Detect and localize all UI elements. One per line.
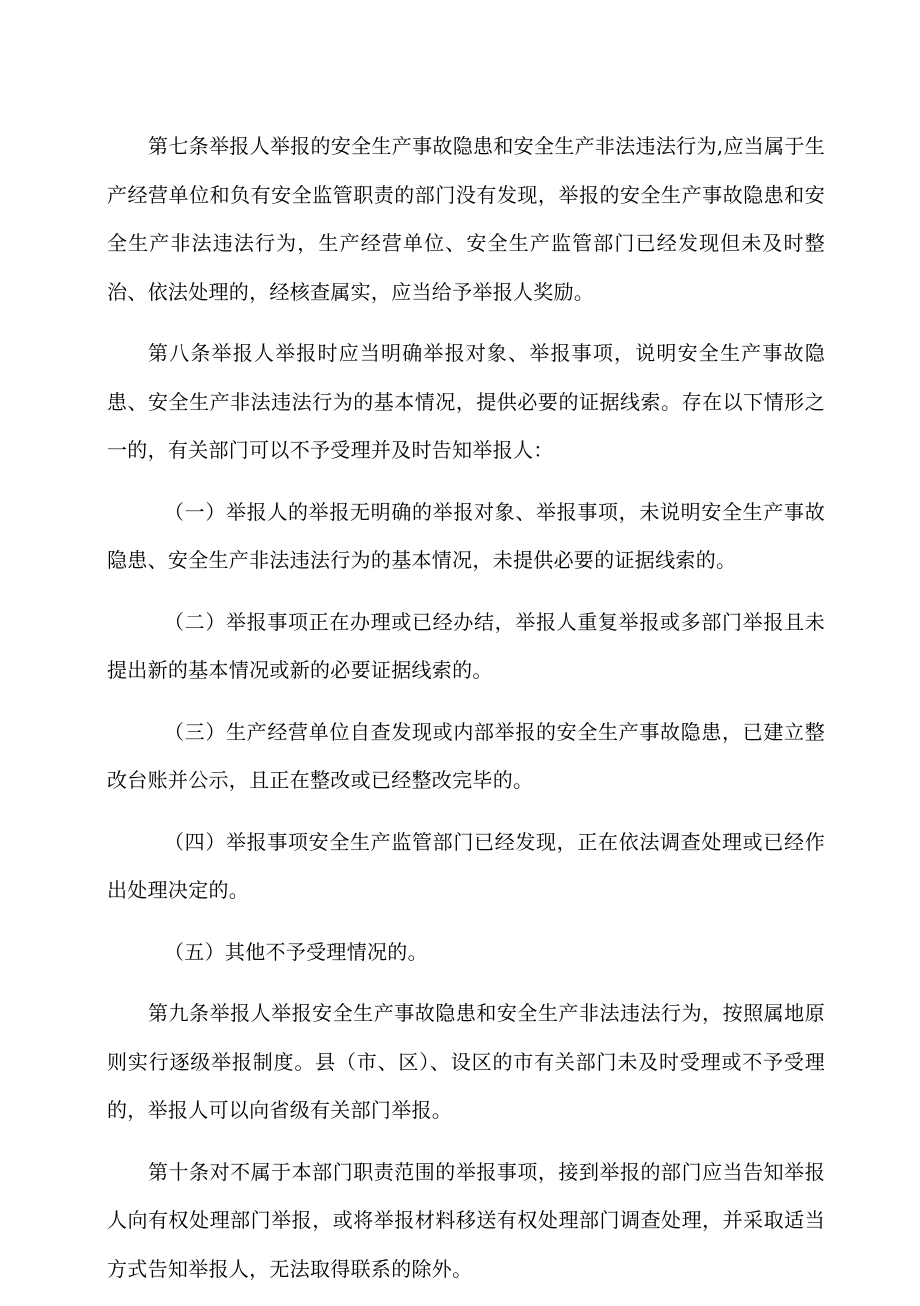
document-body — [107, 122, 825, 1306]
article-10-paragraph: 第十条对不属于本部门职责范围的举报事项，接到举报的部门应当告知举报人向有权处理部门举报，或将举报材料移送有权处理部门调查处理，并采取适当方式告知举报人，无法取得联系的除外。 — [107, 1159, 825, 1281]
list-item-5: （五）其他不予受理情况的。 — [164, 939, 428, 964]
list-item-4: （四）举报事项安全生产监管部门已经发现，正在依法调查处理或已经作出处理决定的。 — [107, 829, 825, 902]
list-item-2: （二）举报事项正在办理或已经办结，举报人重复举报或多部门举报且未提出新的基本情况或新的必要证据线索的。 — [107, 609, 825, 682]
article-8-paragraph: 第八条举报人举报时应当明确举报对象、举报事项，说明安全生产事故隐患、安全生产非法违法行为的基本情况，提供必要的证据线索。存在以下情形之一的，有关部门可以不予受理并及时告知举报人： — [107, 341, 825, 462]
list-item-1: （一）举报人的举报无明确的举报对象、举报事项，未说明安全生产事故隐患、安全生产非法违法行为的基本情况，未提供必要的证据线索的。 — [107, 499, 825, 572]
article-9-paragraph: 第九条举报人举报安全生产事故隐患和安全生产非法违法行为，按照属地原则实行逐级举报制度。县（市、区）、设区的市有关部门未及时受理或不予受理的，举报人可以向省级有关部门举报。 — [107, 1001, 825, 1122]
list-item-3: （三）生产经营单位自查发现或内部举报的安全生产事故隐患，已建立整改台账并公示，且正在整改或已经整改完毕的。 — [107, 719, 825, 792]
article-7-paragraph: 第七条举报人举报的安全生产事故隐患和安全生产非法违法行为,应当属于生产经营单位和负有安全监管职责的部门没有发现，举报的安全生产事故隐患和安全生产非法违法行为，生产经营单位、安全生产监管部门已经发现但未及时整治、依法处理的，经核查属实，应当给予举报人奖励。 — [107, 134, 825, 304]
